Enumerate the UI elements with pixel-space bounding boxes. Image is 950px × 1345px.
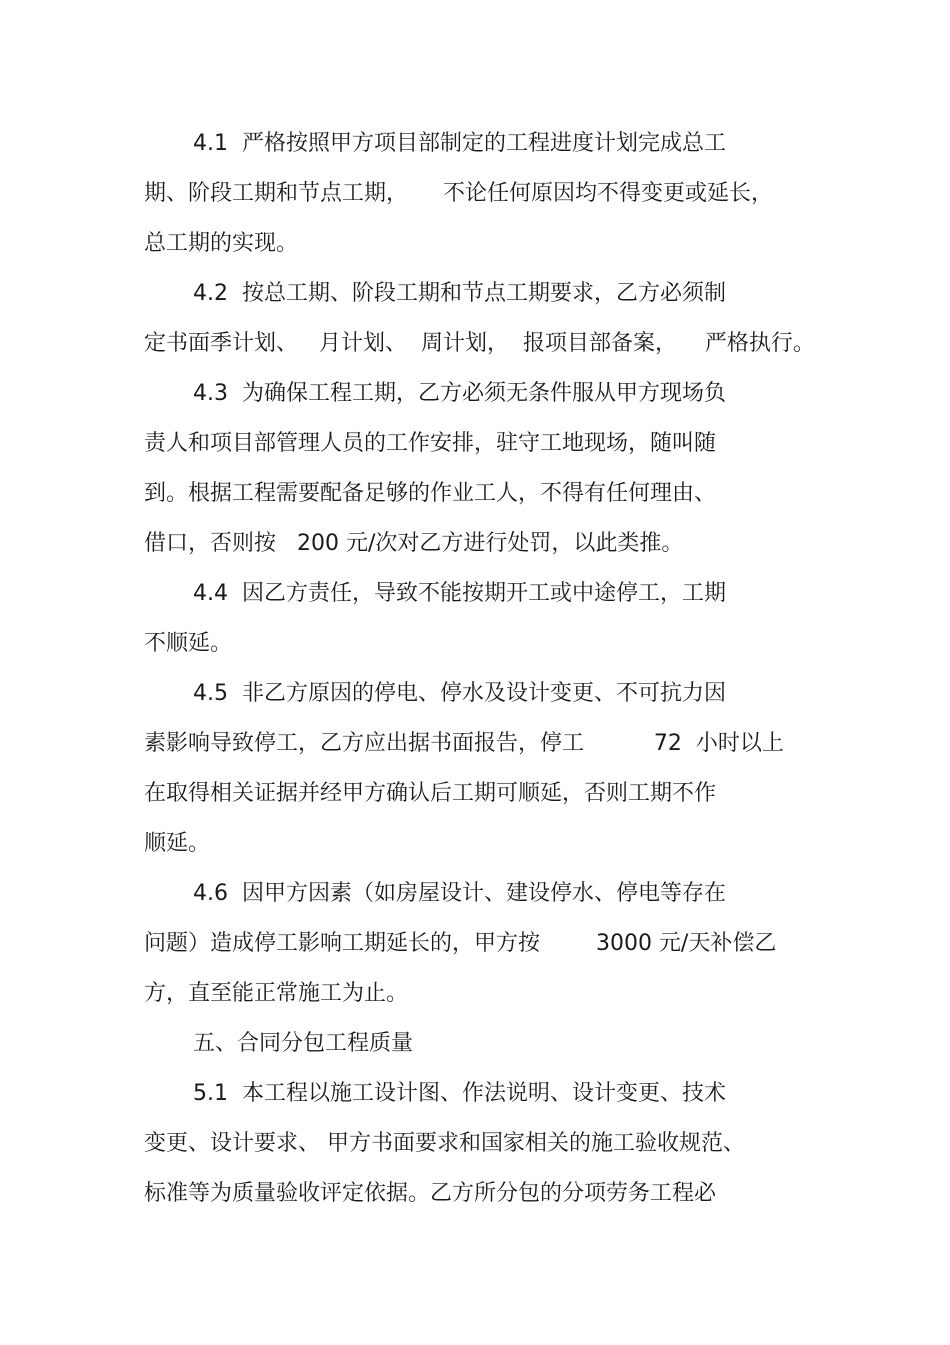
clause-4-3-line-1: 4.3 为确保工程工期，乙方必须无条件服从甲方现场负 xyxy=(193,381,726,406)
clause-5-1-line-3: 标准等为质量验收评定依据。乙方所分包的分项劳务工程必 xyxy=(144,1181,717,1206)
clause-5-1-line-2: 变更、设计要求、 甲方书面要求和国家相关的施工验收规范、 xyxy=(144,1131,745,1156)
clause-4-6-line-3: 方，直至能正常施工为止。 xyxy=(144,981,409,1006)
clause-4-3-line-3: 到。根据工程需要配备足够的作业工人，不得有任何理由、 xyxy=(144,481,717,506)
clause-4-3-line-4: 借口，否则按 200 元/次对乙方进行处罚，以此类推。 xyxy=(144,531,684,556)
clause-4-5-line-4: 顺延。 xyxy=(144,831,211,856)
clause-4-2-line-1: 4.2 按总工期、阶段工期和节点工期要求，乙方必须制 xyxy=(193,281,726,306)
clause-4-3-line-2: 责人和项目部管理人员的工作安排，驻守工地现场，随叫随 xyxy=(144,431,717,456)
clause-4-6-line-2: 问题）造成停工影响工期延长的，甲方按 3000 元/天补偿乙 xyxy=(144,931,777,956)
clause-4-1-line-1: 4.1 严格按照甲方项目部制定的工程进度计划完成总工 xyxy=(193,131,726,156)
clause-4-5-line-3: 在取得相关证据并经甲方确认后工期可顺延，否则工期不作 xyxy=(144,781,717,806)
section-5-heading: 五、合同分包工程质量 xyxy=(193,1031,414,1056)
clause-4-4-line-1: 4.4 因乙方责任，导致不能按期开工或中途停工，工期 xyxy=(193,581,726,606)
clause-4-1-line-2: 期、阶段工期和节点工期， 不论任何原因均不得变更或延长， xyxy=(144,181,773,206)
clause-4-1-line-3: 总工期的实现。 xyxy=(144,231,299,256)
clause-4-6-line-1: 4.6 因甲方因素（如房屋设计、建设停水、停电等存在 xyxy=(193,881,726,906)
clause-4-5-line-2: 素影响导致停工，乙方应出据书面报告，停工 72 小时以上 xyxy=(144,731,784,756)
clause-4-4-line-2: 不顺延。 xyxy=(144,631,233,656)
clause-5-1-line-1: 5.1 本工程以施工设计图、作法说明、设计变更、技术 xyxy=(193,1081,726,1106)
clause-4-5-line-1: 4.5 非乙方原因的停电、停水及设计变更、不可抗力因 xyxy=(193,681,726,706)
clause-4-2-line-2: 定书面季计划、 月计划、 周计划， 报项目部备案， 严格执行。 xyxy=(144,331,815,356)
